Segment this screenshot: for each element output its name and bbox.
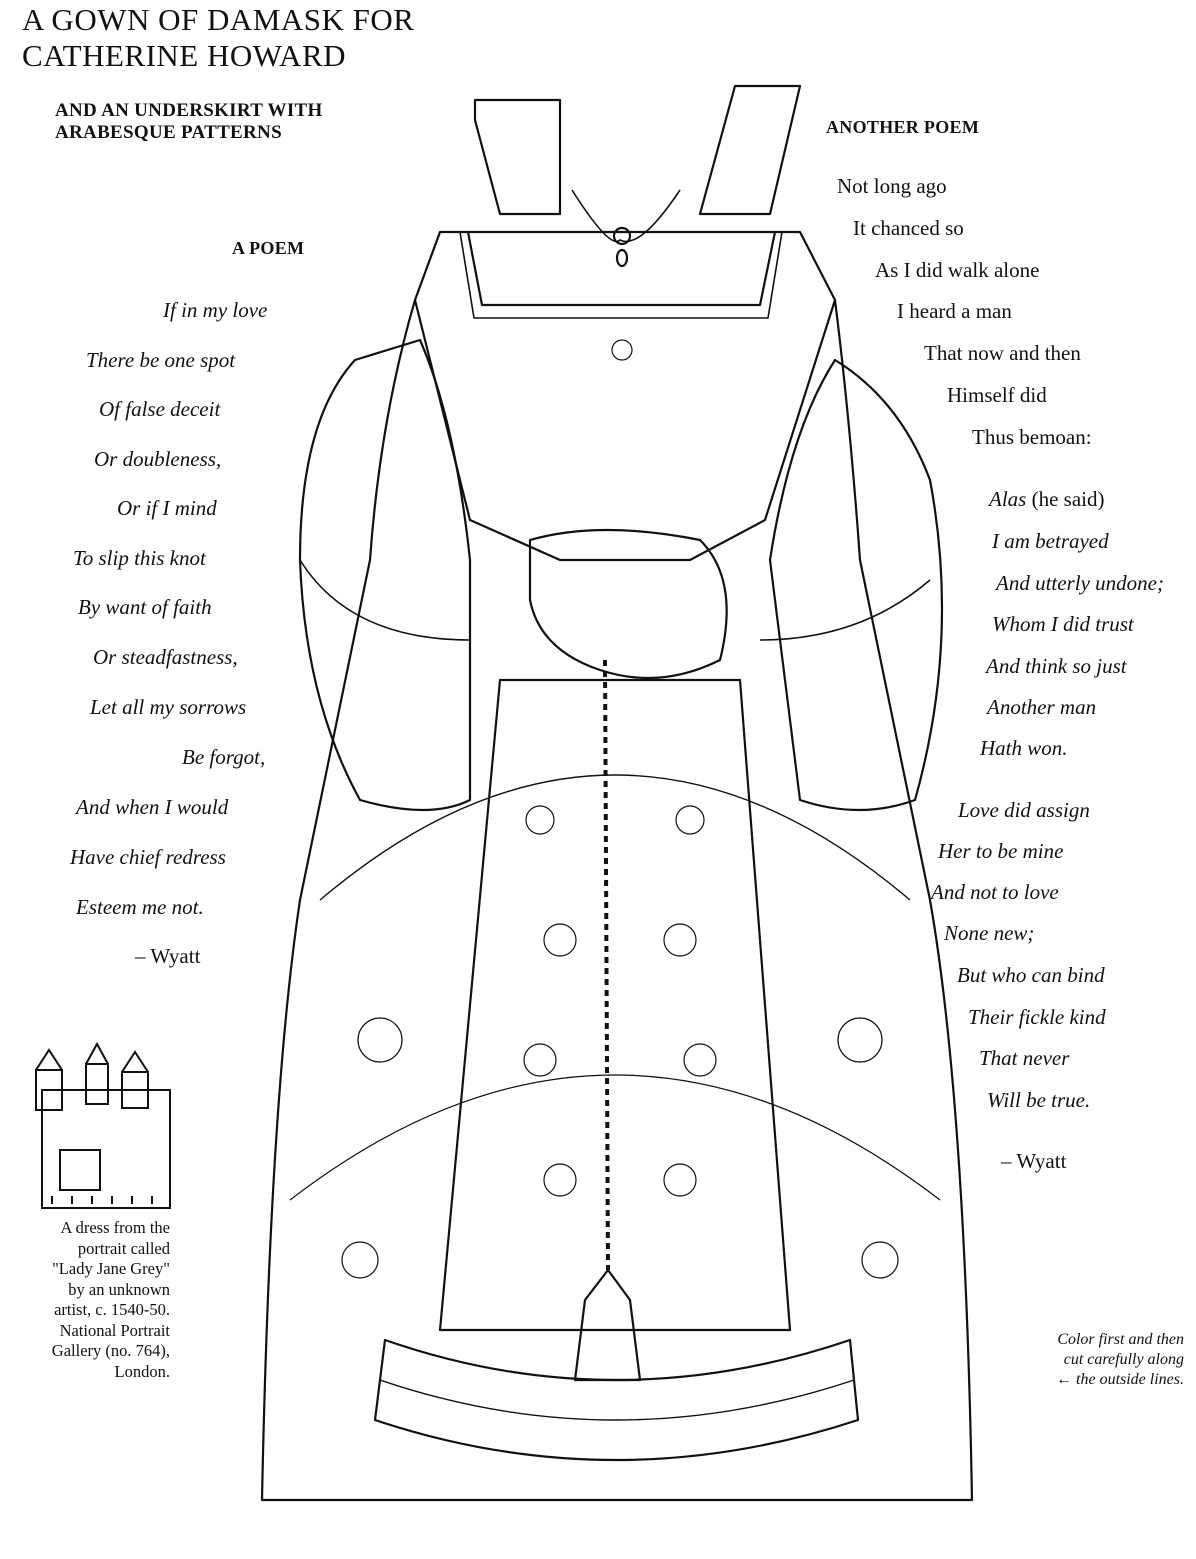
right-poem-line: That now and then: [924, 341, 1081, 365]
left-poem-line: And when I would: [76, 795, 229, 819]
caption-line: National Portrait: [59, 1320, 170, 1340]
page-title: [22, 2, 414, 74]
right-poem-heading: ANOTHER POEM: [826, 117, 980, 137]
right-poem-line: Whom I did trust: [992, 612, 1134, 636]
caption-line: by an unknown: [68, 1279, 170, 1299]
right-shoulder-tab: [700, 86, 800, 214]
girdle-chain: [605, 660, 608, 1270]
right-poem-line: None new;: [944, 921, 1035, 945]
right-poem-line: Thus bemoan:: [972, 425, 1092, 449]
right-poem-line: And think so just: [986, 654, 1127, 678]
tassel: [575, 1270, 640, 1380]
left-poem-line: Or doubleness,: [94, 447, 222, 471]
right-poem-word: (he said): [1026, 487, 1105, 511]
right-poem-word: Alas: [989, 487, 1027, 511]
left-poem-line: Have chief redress: [70, 845, 226, 869]
caption-line: A dress from the: [60, 1218, 170, 1237]
left-poem-line: Or steadfastness,: [93, 645, 238, 669]
underskirt: [440, 680, 790, 1330]
right-poem-line: Will be true.: [987, 1088, 1091, 1112]
necklace: [572, 190, 680, 241]
left-sleeve: [300, 340, 470, 810]
instruction-line: Color first and then: [1057, 1331, 1184, 1348]
left-poem-line: Be forgot,: [182, 745, 266, 769]
left-poem-line: If in my love: [163, 298, 268, 322]
left-shoulder-tab: [475, 100, 560, 214]
left-poem-attribution: – Wyatt: [135, 944, 201, 968]
instruction-line: cut carefully along: [1063, 1351, 1184, 1368]
caption-line: Gallery (no. 764),: [51, 1341, 170, 1360]
subtitle-line-1: AND AN UNDERSKIRT WITH: [55, 100, 323, 121]
right-poem-line: [989, 487, 1104, 512]
right-poem-line: And not to love: [931, 880, 1059, 904]
right-poem-line: Their fickle kind: [968, 1005, 1106, 1029]
right-poem-line: Not long ago: [837, 174, 947, 198]
gown-outer: [262, 300, 972, 1500]
left-poem-line: Let all my sorrows: [90, 695, 247, 719]
right-sleeve: [770, 360, 942, 810]
portrait-caption: [0, 1218, 170, 1382]
right-poem-line: Another man: [987, 695, 1097, 719]
right-poem-line: As I did walk alone: [875, 258, 1040, 282]
left-poem-line: Or if I mind: [117, 496, 217, 520]
hands: [530, 530, 727, 678]
right-poem-line: That never: [979, 1046, 1070, 1070]
left-poem-line: There be one spot: [86, 348, 236, 372]
left-poem-line: By want of faith: [78, 595, 212, 619]
caption-line: portrait called: [77, 1238, 170, 1258]
title-line-1: A GOWN OF DAMASK FOR: [22, 2, 415, 37]
right-poem-line: And utterly undone;: [996, 571, 1164, 595]
right-poem-line: Himself did: [947, 383, 1047, 407]
right-poem-line: Love did assign: [958, 798, 1090, 822]
castle-icon: [36, 1044, 170, 1208]
right-poem-line: It chanced so: [853, 216, 964, 240]
left-poem-line: To slip this knot: [73, 546, 206, 570]
instruction-line: ← the outside lines.: [1056, 1371, 1184, 1388]
right-poem-attribution: – Wyatt: [1001, 1149, 1067, 1173]
subtitle-line-2: ARABESQUE PATTERNS: [55, 122, 282, 143]
right-poem-line: Her to be mine: [938, 839, 1064, 863]
caption-line: artist, c. 1540-50.: [54, 1300, 170, 1319]
caption-line: "Lady Jane Grey": [52, 1259, 170, 1278]
right-poem-line: I heard a man: [897, 299, 1012, 323]
right-poem-line: I am betrayed: [992, 529, 1109, 553]
right-poem-line: But who can bind: [957, 963, 1105, 987]
title-line-2: CATHERINE HOWARD: [22, 38, 347, 73]
caption-line: London.: [114, 1361, 170, 1381]
page-subtitle: [55, 100, 323, 144]
left-poem-heading: A POEM: [232, 238, 305, 258]
cutting-instruction: [990, 1330, 1184, 1390]
left-poem-line: Of false deceit: [99, 397, 221, 421]
left-poem-line: Esteem me not.: [76, 895, 204, 919]
right-poem-line: Hath won.: [980, 736, 1068, 760]
